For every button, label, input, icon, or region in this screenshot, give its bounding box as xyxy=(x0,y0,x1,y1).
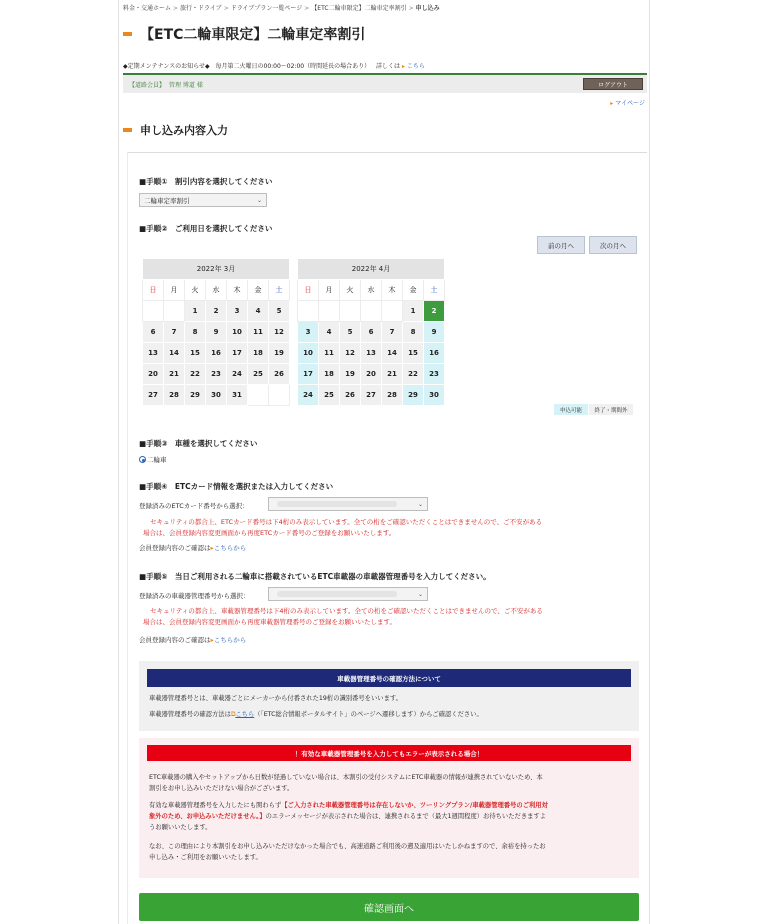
calendar-day-cell: 10 xyxy=(227,322,248,343)
calendar-day-cell: 24 xyxy=(227,364,248,385)
obu-info-heading: 車載器管理番号の確認方法について xyxy=(147,669,631,687)
weekday-sat: 土 xyxy=(424,280,445,301)
calendar-empty-cell xyxy=(143,301,164,322)
logout-button[interactable]: ログアウト xyxy=(583,78,643,90)
calendar-day-cell: 7 xyxy=(164,322,185,343)
weekday-tue: 火 xyxy=(185,280,206,301)
weekday-wed: 水 xyxy=(206,280,227,301)
member-confirm-link-2[interactable]: こちらから xyxy=(213,636,247,644)
weekday-fri: 金 xyxy=(403,280,424,301)
error-p2-highlight1: 【ご入力された車載器管理番号は存在しないか、ツーリングプラン/車載器管理番号のご利用対 xyxy=(281,802,548,809)
error-p3-line2: 申し込み・ご利用をお願いいたします。 xyxy=(149,854,262,861)
calendar-day-cell: 4 xyxy=(319,322,340,343)
calendar-day-cell: 12 xyxy=(340,343,361,364)
etc-portal-link[interactable]: こちら xyxy=(235,711,255,718)
step4-label: ■手順④ ETCカード情報を選択または入力してください xyxy=(139,482,334,491)
link-arrow-icon: ▸ xyxy=(210,636,214,644)
form-card xyxy=(127,152,647,924)
obu-info-box xyxy=(139,661,639,731)
error-paragraph-1 xyxy=(149,772,633,794)
calendar-day-cell: 7 xyxy=(382,322,403,343)
calendar-month-title: 2022年 4月 xyxy=(298,259,445,280)
weekday-sat: 土 xyxy=(269,280,290,301)
obu-number-select[interactable] xyxy=(268,587,428,601)
calendar-empty-cell xyxy=(340,301,361,322)
vehicle-option-label: 二輪車 xyxy=(147,456,167,464)
weekday-sun: 日 xyxy=(298,280,319,301)
calendar-day-cell: 8 xyxy=(403,322,424,343)
calendar-day-cell: 26 xyxy=(340,385,361,406)
weekday-thu: 木 xyxy=(382,280,403,301)
calendar-day-cell[interactable]: 30 xyxy=(424,385,445,406)
etc-card-warning xyxy=(143,517,640,539)
calendar-day-cell[interactable]: 10 xyxy=(298,343,319,364)
calendar-day-cell: 12 xyxy=(269,322,290,343)
calendar-day-cell: 30 xyxy=(206,385,227,406)
breadcrumb-plan-list[interactable]: ドライブプラン一覧ページ xyxy=(230,5,303,12)
calendar-empty-cell xyxy=(361,301,382,322)
calendar-day-cell: 25 xyxy=(248,364,269,385)
legend-closed: 終了・期間外 xyxy=(589,404,633,415)
error-heading: ！有効な車載器管理番号を入力してもエラーが表示される場合！ xyxy=(147,745,631,761)
chevron-down-icon: ⌄ xyxy=(417,590,423,598)
weekday-thu: 木 xyxy=(227,280,248,301)
calendar-week-row xyxy=(298,343,445,364)
breadcrumb-current: 申し込み xyxy=(415,5,440,12)
calendar-day-cell: 13 xyxy=(361,343,382,364)
calendar-day-cell: 29 xyxy=(185,385,206,406)
maintenance-detail: 詳しくは xyxy=(376,63,401,70)
calendar-day-cell: 1 xyxy=(185,301,206,322)
obu-info-line1: 車載器管理番号とは、車載器ごとにメーカーから付番された19桁の識別番号をいいます。 xyxy=(149,695,402,702)
calendar-empty-cell xyxy=(298,301,319,322)
calendar-day-cell: 14 xyxy=(164,343,185,364)
section-title xyxy=(123,122,228,138)
calendar-empty-cell xyxy=(269,385,290,406)
maintenance-label: ◆定期メンテナンスのお知らせ◆ xyxy=(123,63,210,70)
calendar-day-cell[interactable]: 29 xyxy=(403,385,424,406)
calendar-day-cell: 9 xyxy=(206,322,227,343)
error-p1-line2: 割引をお申し込みいただけない場合がございます。 xyxy=(149,785,294,792)
calendar-day-cell: 20 xyxy=(361,364,382,385)
step2-label: ■手順② ご利用日を選択してください xyxy=(139,224,273,233)
calendar-day-cell: 14 xyxy=(382,343,403,364)
page-container xyxy=(118,0,650,924)
link-arrow-icon: ▸ xyxy=(610,100,614,107)
calendar-day-cell: 4 xyxy=(248,301,269,322)
calendar-empty-cell xyxy=(248,385,269,406)
calendar-day-cell: 8 xyxy=(185,322,206,343)
calendar-day-cell: 11 xyxy=(319,343,340,364)
calendar-day-cell: 22 xyxy=(403,364,424,385)
chevron-down-icon: ⌄ xyxy=(417,500,423,508)
error-paragraph-2 xyxy=(149,800,633,833)
calendar-week-row xyxy=(298,322,445,343)
calendar-day-cell: 13 xyxy=(143,343,164,364)
calendar-day-cell: 27 xyxy=(361,385,382,406)
vehicle-option[interactable] xyxy=(139,455,167,464)
confirm-button[interactable]: 確認画面へ xyxy=(139,893,639,921)
etc-card-select[interactable] xyxy=(268,497,428,511)
obu-warning-line2: 場合は、会員登録内容変更画面から再度車載器管理番号のご登録をお願いいたします。 xyxy=(143,618,396,626)
step5-label: ■手順⑤ 当日ご利用される二輪車に搭載されているETC車載器の車載器管理番号を入力してください。 xyxy=(139,572,491,581)
calendar-day-cell: 17 xyxy=(227,343,248,364)
weekday-wed: 水 xyxy=(361,280,382,301)
calendar-day-cell: 28 xyxy=(382,385,403,406)
calendar-day-cell: 6 xyxy=(143,322,164,343)
calendar-week-row xyxy=(143,301,290,322)
weekday-row xyxy=(298,280,445,301)
calendar-day-cell: 22 xyxy=(185,364,206,385)
calendar-week-row xyxy=(143,322,290,343)
member-confirm-note-2 xyxy=(139,635,246,644)
calendar-day-cell: 18 xyxy=(248,343,269,364)
calendar-day-cell: 27 xyxy=(143,385,164,406)
step3-label: ■手順③ 車種を選択してください xyxy=(139,439,258,448)
calendar-week-row xyxy=(298,301,445,322)
weekday-fri: 金 xyxy=(248,280,269,301)
calendar-day-cell: 15 xyxy=(403,343,424,364)
calendar-april xyxy=(297,258,445,406)
masked-value xyxy=(277,501,397,507)
calendar-day-cell[interactable]: 17 xyxy=(298,364,319,385)
calendar-week-row xyxy=(143,385,290,406)
masked-value xyxy=(277,591,397,597)
calendar-march-body xyxy=(143,301,290,406)
next-month-button[interactable]: 次の月へ xyxy=(589,236,637,254)
calendar-day-cell: 5 xyxy=(269,301,290,322)
weekday-row xyxy=(143,280,290,301)
maintenance-link[interactable]: こちら xyxy=(406,63,425,70)
etc-card-warning-line1: セキュリティの都合上、ETCカード番号は下4桁のみ表示しています。全ての桁をご確認いただくことはできませんので、ご不安がある xyxy=(150,518,543,526)
calendar-day-cell: 3 xyxy=(227,301,248,322)
calendar-day-cell: 18 xyxy=(319,364,340,385)
calendar-week-row xyxy=(298,364,445,385)
calendar-day-cell: 11 xyxy=(248,322,269,343)
calendar-day-cell[interactable]: 3 xyxy=(298,322,319,343)
weekday-mon: 月 xyxy=(164,280,185,301)
calendar-day-cell: 25 xyxy=(319,385,340,406)
weekday-sun: 日 xyxy=(143,280,164,301)
link-arrow-icon: ▸ xyxy=(401,63,405,70)
obu-info-line2-pre: 車載器管理番号の確認方法は xyxy=(149,711,231,718)
calendar-week-row xyxy=(298,385,445,406)
calendar-day-cell: 21 xyxy=(164,364,185,385)
calendar-day-cell: 19 xyxy=(340,364,361,385)
calendar-day-cell: 5 xyxy=(340,322,361,343)
error-p2-line3: うお願いいたします。 xyxy=(149,824,212,831)
maintenance-notice xyxy=(123,61,647,75)
calendar-day-cell: 6 xyxy=(361,322,382,343)
member-confirm-note xyxy=(139,543,246,552)
calendar-day-cell: 19 xyxy=(269,343,290,364)
member-bar xyxy=(123,75,647,93)
calendar-day-cell[interactable]: 23 xyxy=(424,364,445,385)
obu-warning xyxy=(143,606,640,628)
section-marker-icon xyxy=(123,128,132,132)
calendar-day-cell[interactable]: 16 xyxy=(424,343,445,364)
confirm-text: 会員登録内容のご確認は xyxy=(139,636,211,644)
title-marker-icon xyxy=(123,32,132,36)
etc-card-field-label: 登録済みのETCカード番号から選択： xyxy=(139,502,249,510)
breadcrumb-travel[interactable]: 旅行・ドライブ xyxy=(180,5,222,12)
calendar-empty-cell xyxy=(382,301,403,322)
member-tag: 【道路会員】 xyxy=(129,81,166,89)
calendar-day-cell[interactable]: 2 xyxy=(424,301,445,322)
member-confirm-link[interactable]: こちらから xyxy=(213,544,247,552)
error-p3-line1: なお、この理由により本割引をお申し込みいただけなかった場合でも、高速道路ご利用後の遡及適用はいたしかねますので、余裕を持ったお xyxy=(149,843,546,850)
calendar-day-cell: 21 xyxy=(382,364,403,385)
breadcrumb-discount[interactable]: 【ETC二輪車限定】二輪車定率割引 xyxy=(311,5,407,12)
confirm-text: 会員登録内容のご確認は xyxy=(139,544,211,552)
legend-available: 申込可能 xyxy=(554,404,588,415)
error-info-box xyxy=(139,738,639,878)
error-p1-line1: ETC車載器の購入やセットアップから日数が経過していない場合は、本割引の受付システムにETC車載器の情報が連携されていないため、本 xyxy=(149,774,543,781)
calendar-april-body xyxy=(298,301,445,406)
calendar-day-cell: 31 xyxy=(227,385,248,406)
radio-selected-icon[interactable] xyxy=(139,456,146,463)
link-arrow-icon: ▸ xyxy=(210,544,214,552)
page-title-bar xyxy=(123,24,365,44)
external-link-icon: ⧉ xyxy=(230,711,236,718)
etc-card-warning-line2: 場合は、会員登録内容変更画面から再度ETCカード番号のご登録をお願いいたします。 xyxy=(143,529,396,537)
obu-number-field-label: 登録済みの車載器管理番号から選択： xyxy=(139,592,250,600)
mypage-label: マイページ xyxy=(615,100,645,107)
calendar-day-cell: 16 xyxy=(206,343,227,364)
step1-label: ■手順① 割引内容を選択してください xyxy=(139,177,273,186)
error-paragraph-3 xyxy=(149,841,633,863)
error-p2-highlight2: 象外のため、お申込みいただけません。】 xyxy=(149,813,266,820)
obu-warning-line1: セキュリティの都合上、車載器管理番号は下4桁のみ表示しています。全ての桁をご確認いただくことはできませんので、ご不安がある xyxy=(150,607,543,615)
section-title-text: 申し込み内容入力 xyxy=(140,124,228,137)
calendar-day-cell[interactable]: 9 xyxy=(424,322,445,343)
chevron-down-icon: ⌄ xyxy=(256,196,262,204)
calendar-day-cell: 26 xyxy=(269,364,290,385)
calendar-march xyxy=(142,258,290,406)
discount-select[interactable] xyxy=(139,193,267,207)
member-name: 管理 博道 様 xyxy=(169,81,203,89)
error-p2-post: のエラーメッセージが表示された場合は、連携されるまで（最大1週間程度）お待ちいただきますよ xyxy=(265,813,547,820)
calendar-day-cell: 1 xyxy=(403,301,424,322)
maintenance-schedule: 毎月第二火曜日の00:00～02:00（時間延長の場合あり） xyxy=(215,63,371,70)
calendar-empty-cell xyxy=(164,301,185,322)
calendar-month-title: 2022年 3月 xyxy=(143,259,290,280)
obu-info-line2-post: （「ETC総合情報ポータルサイト」のページへ遷移します）からご確認ください。 xyxy=(254,711,483,718)
calendar-day-cell: 2 xyxy=(206,301,227,322)
breadcrumb: 料金・交通ホーム > 旅行・ドライブ > ドライブプラン一覧ページ > 【ETC二輪車限定】二輪車定率割引 > 申し込み xyxy=(123,5,440,12)
mypage-link[interactable] xyxy=(610,98,645,107)
calendar-day-cell[interactable]: 24 xyxy=(298,385,319,406)
weekday-mon: 月 xyxy=(319,280,340,301)
calendar-empty-cell xyxy=(319,301,340,322)
discount-select-value: 二輪車定率割引 xyxy=(144,196,190,205)
calendar-day-cell: 20 xyxy=(143,364,164,385)
page-title: 【ETC二輪車限定】二輪車定率割引 xyxy=(140,27,366,43)
calendar-day-cell: 15 xyxy=(185,343,206,364)
weekday-tue: 火 xyxy=(340,280,361,301)
error-p2-pre: 有効な車載器管理番号を入力したにも関わらず xyxy=(149,802,282,809)
calendar-day-cell: 28 xyxy=(164,385,185,406)
prev-month-button[interactable]: 前の月へ xyxy=(537,236,585,254)
breadcrumb-home[interactable]: 料金・交通ホーム xyxy=(123,5,172,12)
calendar-week-row xyxy=(143,343,290,364)
calendar-week-row xyxy=(143,364,290,385)
obu-info-line2 xyxy=(149,709,483,720)
calendar-day-cell: 23 xyxy=(206,364,227,385)
